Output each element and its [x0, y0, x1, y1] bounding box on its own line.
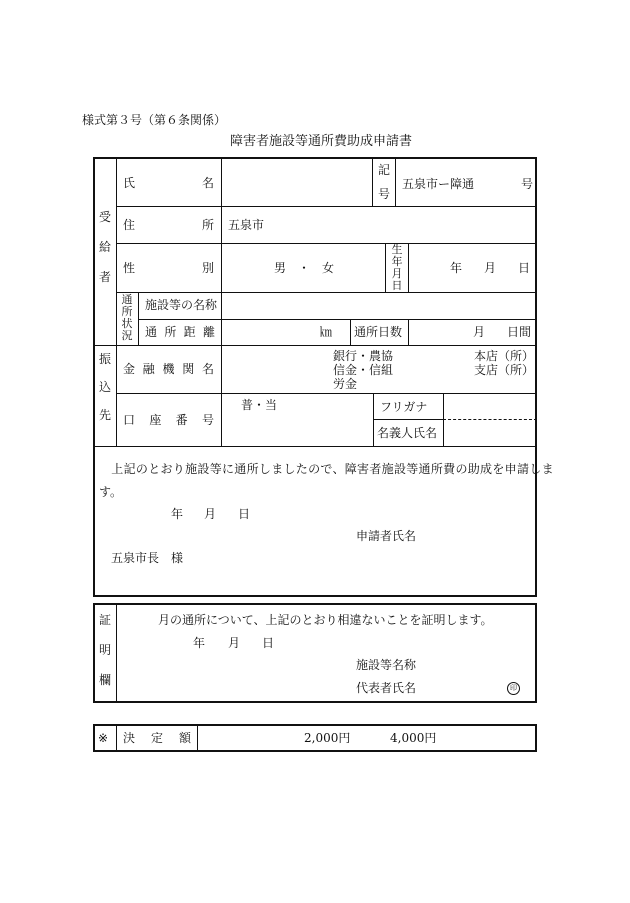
birth-label: 生 年 月 日	[391, 243, 403, 292]
form-title: 障害者施設等通所費助成申請書	[230, 134, 413, 149]
declaration-text-1: 上記のとおり施設等に通所しましたので、障害者施設等通所費の助成を申請しま	[99, 462, 554, 476]
branch-type-1: 本店（所）	[474, 349, 535, 363]
seal-icon: 印	[507, 682, 520, 695]
days-unit: 日間	[507, 325, 532, 339]
declaration-year: 年	[171, 507, 184, 521]
account-type: 普・当	[241, 398, 278, 412]
dashed-line	[443, 419, 537, 420]
recipient-section-label: 受 給 者	[98, 210, 111, 284]
gender-label: 性 別	[123, 261, 214, 275]
name-label: 氏 名	[123, 176, 214, 190]
certification-text: 月の通所について、上記のとおり相違ないことを証明します。	[158, 613, 493, 627]
row-line	[117, 292, 537, 293]
certification-section-label: 証 明 欄	[98, 613, 111, 687]
holder-label: 名義人氏名	[377, 426, 438, 440]
col-line	[408, 243, 409, 292]
transfer-section-label: 振 込 先	[98, 352, 111, 422]
col-line	[372, 157, 373, 206]
col-line	[116, 724, 117, 752]
col-line	[395, 157, 396, 206]
col-line	[221, 157, 222, 243]
facility-name-label: 施設等の名称	[145, 298, 218, 312]
bank-type-2: 信金・信組	[333, 363, 394, 377]
form-number: 様式第３号（第６条関係）	[82, 113, 227, 127]
col-line	[350, 319, 351, 345]
furigana-label: フリガナ	[380, 400, 428, 414]
row-line	[117, 206, 537, 207]
col-line	[116, 603, 117, 703]
decision-mark: ※	[98, 731, 109, 745]
bank-label: 金 融 機 関 名	[123, 362, 214, 376]
col-line	[221, 345, 222, 446]
addressee: 五泉市長 様	[111, 551, 184, 565]
address-value: 五泉市	[228, 218, 265, 232]
col-line	[385, 243, 386, 292]
distance-label: 通 所 距 離	[145, 325, 215, 339]
certification-day: 日	[262, 636, 275, 650]
col-line	[221, 243, 222, 292]
col-line	[116, 157, 117, 446]
branch-type-2: 支店（所）	[474, 363, 535, 377]
birth-year: 年	[450, 261, 463, 275]
bank-type-1: 銀行・農協	[333, 349, 394, 363]
row-line	[93, 446, 537, 447]
address-label: 住 所	[123, 218, 214, 232]
account-label: 口 座 番 号	[123, 413, 214, 427]
col-line	[443, 393, 444, 446]
number-suffix: 号	[521, 177, 534, 191]
row-line	[373, 419, 443, 420]
distance-unit: ㎞	[320, 325, 333, 339]
days-month: 月	[473, 325, 486, 339]
days-label: 通所日数	[354, 325, 403, 339]
declaration-day: 日	[238, 507, 251, 521]
row-line	[117, 393, 537, 394]
applicant-label: 申請者氏名	[356, 529, 417, 543]
facility-label: 施設等名称	[356, 658, 417, 672]
row-line	[138, 319, 537, 320]
decision-amount-1: 2,000円	[304, 731, 351, 745]
declaration-text-2: す。	[99, 485, 123, 499]
number-label: 記 号	[377, 163, 390, 201]
col-line	[138, 292, 139, 345]
decision-amount-2: 4,000円	[390, 731, 437, 745]
number-value: 五泉市ー障通	[402, 177, 475, 191]
certification-year: 年	[193, 636, 206, 650]
col-line	[408, 319, 409, 345]
row-line	[93, 345, 537, 346]
row-line	[117, 243, 537, 244]
birth-month: 月	[484, 261, 497, 275]
commute-label: 通 所 状 況	[121, 293, 133, 342]
bank-type-3: 労金	[333, 377, 358, 391]
gender-options: 男 ・ 女	[274, 261, 335, 275]
birth-day: 日	[518, 261, 531, 275]
decision-label: 決 定 額	[123, 731, 191, 745]
representative-label: 代表者氏名	[356, 681, 417, 695]
col-line	[221, 292, 222, 345]
certification-month: 月	[228, 636, 241, 650]
declaration-month: 月	[204, 507, 217, 521]
col-line	[373, 393, 374, 446]
col-line	[197, 724, 198, 752]
